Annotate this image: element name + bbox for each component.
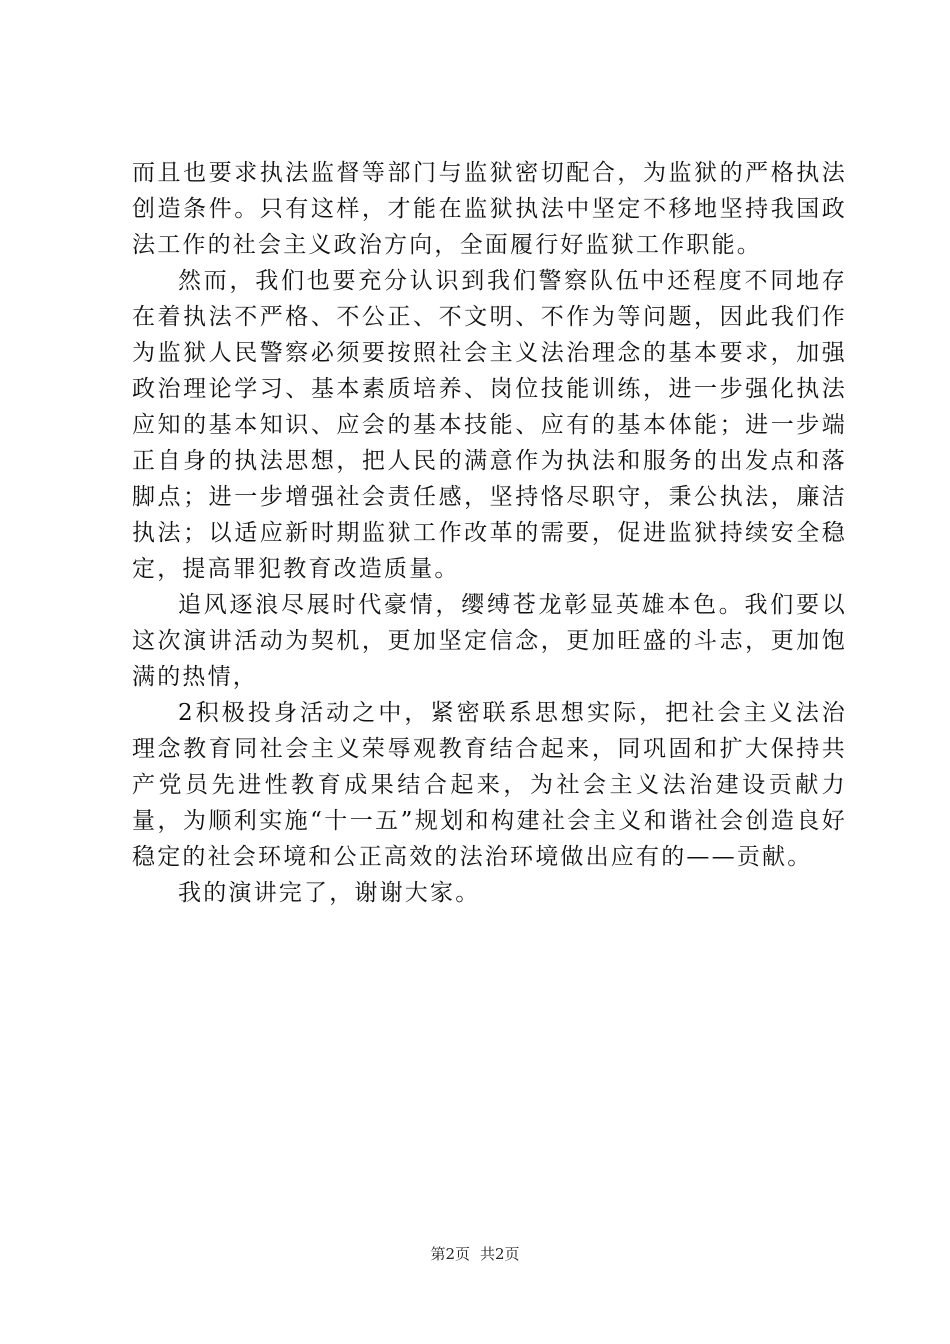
page-total: 共2页 <box>480 1245 520 1263</box>
paragraph: 2积极投身活动之中，紧密联系思想实际，把社会主义法治理念教育同社会主义荣辱观教育结合起来，同巩固和扩大保持共产党员先进性教育成果结合起来，为社会主义法治建设贡献力量，为顺利实施“十一五”规划和构建社会主义和谐社会创造良好稳定的社会环境和公正高效的法治环境做出应有的——贡献。 <box>132 700 847 870</box>
paragraph-continuation: 而且也要求执法监督等部门与监狱密切配合，为监狱的严格执法创造条件。只有这样，才能在监狱执法中坚定不移地坚持我国政法工作的社会主义政治方向，全面履行好监狱工作职能。 <box>132 160 847 258</box>
paragraph: 追风逐浪尽展时代豪情，缨缚苍龙彰显英雄本色。我们要以这次演讲活动为契机，更加坚定信念，更加旺盛的斗志，更加饱满的热情， <box>132 592 847 690</box>
page-footer <box>0 1244 950 1264</box>
paragraph-closing: 我的演讲完了，谢谢大家。 <box>178 880 481 906</box>
paragraph: 然而，我们也要充分认识到我们警察队伍中还程度不同地存在着执法不严格、不公正、不文明、不作为等问题，因此我们作为监狱人民警察必须要按照社会主义法治理念的基本要求，加强政治理论学习、基本素质培养、岗位技能训练，进一步强化执法应知的基本知识、应会的基本技能、应有的基本体能；进一步端正自身的执法思想，把人民的满意作为执法和服务的出发点和落脚点；进一步增强社会责任感，坚持恪尽职守，秉公执法，廉洁执法；以适应新时期监狱工作改革的需要，促进监狱持续安全稳定，提高罪犯教育改造质量。 <box>132 268 847 582</box>
page-number: 第2页 <box>430 1245 470 1263</box>
document-body <box>132 155 847 911</box>
